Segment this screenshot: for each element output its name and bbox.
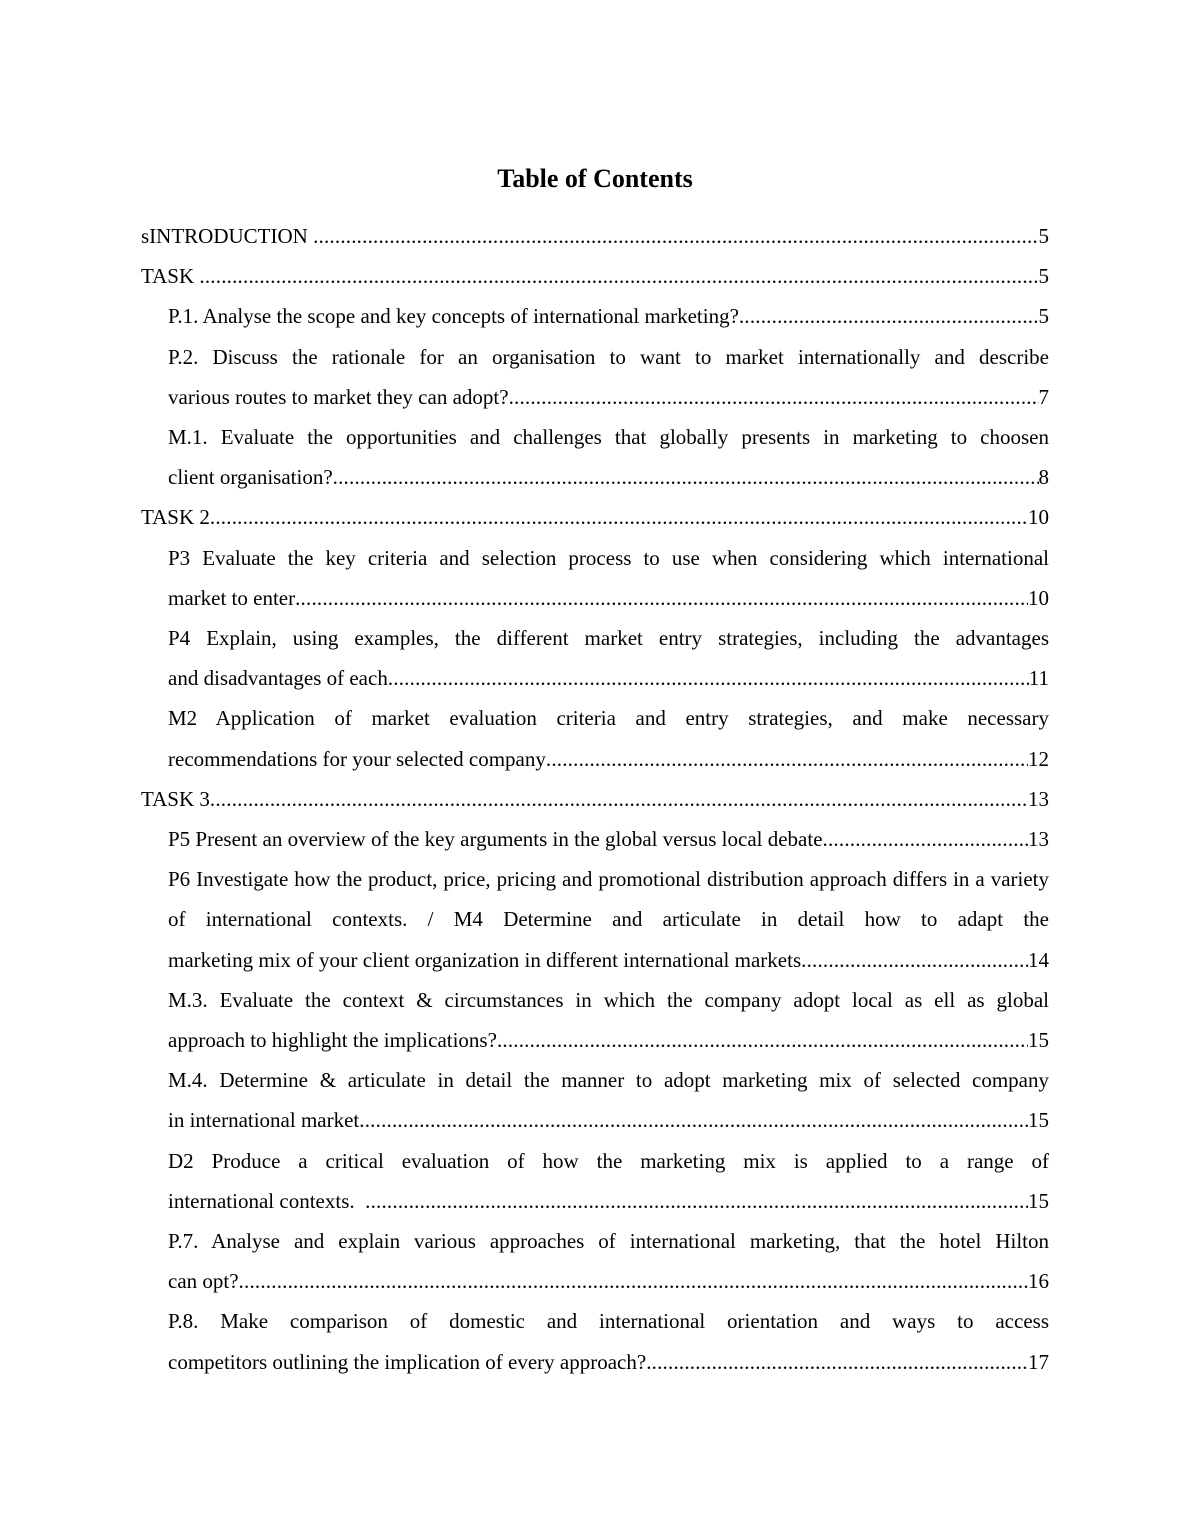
toc-entry-title: P5 Present an overview of the key arguments in the global versus local debate <box>168 827 823 852</box>
dot-leader <box>497 1020 1028 1060</box>
dot-leader <box>646 1342 1028 1382</box>
toc-entry-text: P.8. Make comparison of domestic and international orientation and ways to access <box>168 1309 1049 1334</box>
toc-entry-title: TASK 2 <box>141 505 210 530</box>
toc-entry-title: can opt? <box>168 1269 239 1294</box>
toc-entry-title: P.1. Analyse the scope and key concepts of international marketing? <box>168 304 739 329</box>
toc-entry-title: TASK <box>141 264 200 289</box>
toc-entry-title: competitors outlining the implication of every approach? <box>168 1349 647 1374</box>
toc-entry-title: in international market <box>168 1108 360 1133</box>
toc-entry-m4[interactable] <box>168 1060 1049 1140</box>
dot-leader <box>823 819 1028 859</box>
toc-entry-title: market to enter <box>168 585 296 610</box>
toc-page-number: 12 <box>1028 746 1049 771</box>
toc-entry-m3[interactable] <box>168 980 1049 1060</box>
toc-entry-task-1[interactable] <box>141 256 1049 296</box>
toc-entry-title: and disadvantages of each <box>168 666 388 691</box>
toc-page-number: 10 <box>1028 585 1049 610</box>
toc-page-number: 13 <box>1028 827 1049 852</box>
toc-page-number: 15 <box>1028 1108 1049 1133</box>
toc-entry-p3[interactable] <box>168 538 1049 618</box>
toc-entry-text: D2 Produce a critical evaluation of how the marketing mix is applied to a range of <box>168 1148 1049 1173</box>
toc-entry-p2[interactable] <box>168 337 1049 417</box>
toc-entry-m2[interactable] <box>168 698 1049 778</box>
toc-page-number: 14 <box>1028 947 1049 972</box>
dot-leader <box>509 377 1039 417</box>
toc-entry-text: P.7. Analyse and explain various approaches of international marketing, that the hotel Hilton <box>168 1229 1049 1254</box>
dot-leader <box>210 497 1028 537</box>
toc-entry-p1[interactable] <box>168 296 1049 336</box>
toc-page-number: 10 <box>1028 505 1049 530</box>
dot-leader <box>365 1181 1028 1221</box>
toc-entry-task-2[interactable] <box>141 497 1049 537</box>
toc-entry-text: M.3. Evaluate the context & circumstances in which the company adopt local as ell as global <box>168 987 1049 1012</box>
dot-leader <box>210 779 1028 819</box>
toc-entry-text: P.2. Discuss the rationale for an organisation to want to market internationally and describe <box>168 344 1049 369</box>
toc-entry-p6-m4[interactable] <box>168 859 1049 980</box>
toc-entry-d2[interactable] <box>168 1141 1049 1221</box>
toc-entry-title: TASK 3 <box>141 786 210 811</box>
toc-page-number: 11 <box>1028 666 1049 691</box>
toc-entry-introduction[interactable] <box>141 216 1049 256</box>
toc-entry-text: P6 Investigate how the product, price, pricing and promotional distribution approach differs in a variety of international contexts. / M4 Determine and articulate in detail how to adapt the <box>168 867 1049 932</box>
toc-entry-text: P3 Evaluate the key criteria and selection process to use when considering which international <box>168 545 1049 570</box>
toc-page-number: 13 <box>1028 786 1049 811</box>
toc-entry-p7[interactable] <box>168 1221 1049 1301</box>
toc-entry-task-3[interactable] <box>141 779 1049 819</box>
dot-leader <box>359 1100 1028 1140</box>
toc-entry-p5[interactable] <box>168 819 1049 859</box>
toc-entry-text: M2 Application of market evaluation criteria and entry strategies, and make necessary <box>168 706 1049 731</box>
toc-entry-title: marketing mix of your client organization in different international markets <box>168 947 802 972</box>
toc-entry-title: sINTRODUCTION <box>141 224 314 248</box>
dot-leader <box>801 940 1028 980</box>
page-title: Table of Contents <box>497 164 693 193</box>
table-of-contents <box>141 216 1049 1382</box>
toc-entry-text: M.1. Evaluate the opportunities and challenges that globally presents in marketing to choosen <box>168 425 1049 450</box>
dot-leader <box>546 739 1028 779</box>
toc-page-number: 5 <box>1038 224 1049 248</box>
dot-leader <box>199 256 1038 296</box>
dot-leader <box>295 578 1028 618</box>
toc-entry-text: M.4. Determine & articulate in detail the manner to adopt marketing mix of selected company <box>168 1068 1049 1093</box>
toc-page-number: 15 <box>1028 1028 1049 1053</box>
toc-page-number: 5 <box>1038 264 1049 289</box>
toc-entry-m1[interactable] <box>168 417 1049 497</box>
toc-page-number: 7 <box>1038 384 1049 409</box>
toc-page-number: 5 <box>1038 304 1049 329</box>
toc-page-number: 8 <box>1038 465 1049 490</box>
dot-leader <box>333 457 1039 497</box>
dot-leader <box>388 658 1029 698</box>
toc-entry-title: recommendations for your selected company <box>168 746 546 771</box>
toc-entry-p8[interactable] <box>168 1301 1049 1381</box>
toc-page-number: 16 <box>1028 1269 1049 1294</box>
dot-leader <box>239 1261 1028 1301</box>
toc-page-number: 17 <box>1028 1349 1049 1374</box>
toc-entry-title: international contexts. <box>168 1188 366 1213</box>
dot-leader <box>739 296 1039 336</box>
toc-entry-title: client organisation? <box>168 465 333 490</box>
toc-entry-text: P4 Explain, using examples, the different market entry strategies, including the advantages <box>168 626 1049 651</box>
dot-leader <box>313 216 1038 256</box>
toc-entry-title: approach to highlight the implications? <box>168 1028 497 1053</box>
toc-entry-title: various routes to market they can adopt? <box>168 384 509 409</box>
toc-entry-p4[interactable] <box>168 618 1049 698</box>
toc-page-number: 15 <box>1028 1188 1049 1213</box>
